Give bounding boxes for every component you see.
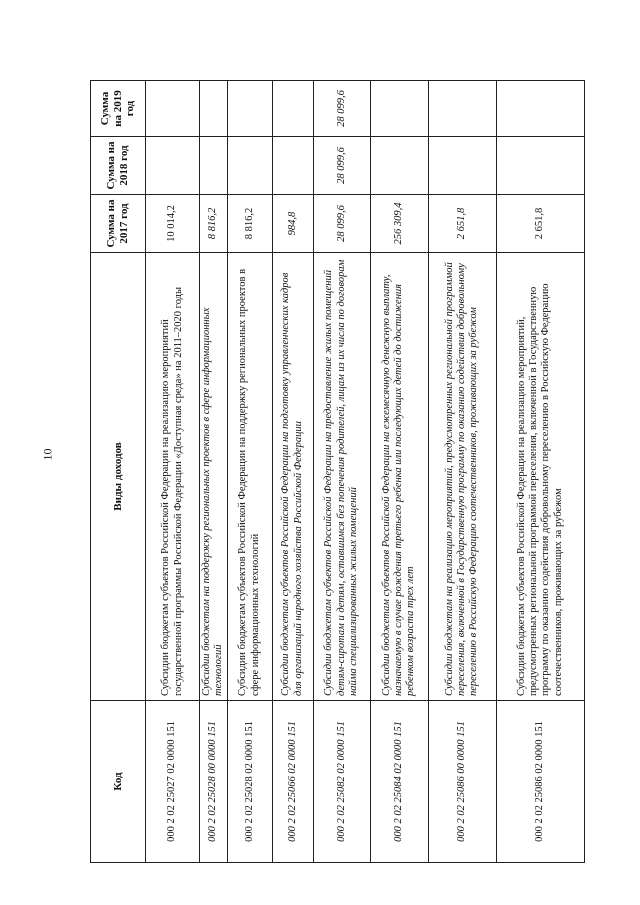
table-row [496, 81, 584, 863]
row-2017: 256 309,4 [370, 195, 428, 253]
row-2017: 8 816,2 [227, 195, 272, 253]
row-2017: 28 099,6 [313, 195, 370, 253]
row-2017: 2 651,8 [496, 195, 584, 253]
row-desc: Субсидии бюджетам на поддержку региональных проектов в сфере информационных технологий [200, 253, 228, 701]
table-row [313, 81, 370, 863]
row-desc: Субсидии бюджетам субъектов Российской Федерации на поддержку региональных проектов в сфере информационных технологий [227, 253, 272, 701]
row-2018: 28 099,6 [313, 137, 370, 195]
row-2019 [200, 81, 228, 137]
row-desc: Субсидии бюджетам субъектов Российской Федерации на реализацию мероприятий государственной программы Российской Федерации «Доступная среда» на 2011–2020 годы [146, 253, 200, 701]
row-code: 000 2 02 25028 00 0000 151 [200, 701, 228, 863]
table-row [428, 81, 496, 863]
header-desc: Виды доходов [91, 253, 146, 701]
row-desc: Субсидии бюджетам субъектов Российской Федерации на реализацию мероприятий, предусмотренных региональной программой переселения, включенной в Государственную программу по оказанию содействия добровольному переселению в Российскую Федерацию соотечественников, проживающих за рубежом [496, 253, 584, 701]
row-2018 [200, 137, 228, 195]
row-code: 000 2 02 25084 02 0000 151 [370, 701, 428, 863]
table-row [272, 81, 313, 863]
row-code: 000 2 02 25027 02 0000 151 [146, 701, 200, 863]
row-desc: Субсидии бюджетам субъектов Российской Федерации на ежемесячную денежную выплату, назначаемую в случае рождения третьего ребенка или последующих детей до достижения ребенком возраста трех лет [370, 253, 428, 701]
row-2017: 10 014,2 [146, 195, 200, 253]
table-header-row [91, 81, 146, 863]
table-row [370, 81, 428, 863]
header-2017: Сумма на 2017 год [91, 195, 146, 253]
row-2017: 8 816,2 [200, 195, 228, 253]
row-2019 [496, 81, 584, 137]
row-desc: Субсидии бюджетам на реализацию мероприятий, предусмотренных региональной программой переселения, включенной в Государственную программу по оказанию содействия добровольному переселению в Российскую Федерацию соотечественников, проживающих за рубежом [428, 253, 496, 701]
row-code: 000 2 02 25028 02 0000 151 [227, 701, 272, 863]
row-2018 [146, 137, 200, 195]
header-2019: Сумма на 2019 год [91, 81, 146, 137]
header-2018: Сумма на 2018 год [91, 137, 146, 195]
row-code: 000 2 02 25086 00 0000 151 [428, 701, 496, 863]
row-2019 [428, 81, 496, 137]
page-number: 10 [40, 448, 55, 461]
row-2019 [227, 81, 272, 137]
row-2018 [496, 137, 584, 195]
row-code: 000 2 02 25086 02 0000 151 [496, 701, 584, 863]
row-2017: 2 651,8 [428, 195, 496, 253]
row-2019 [272, 81, 313, 137]
row-2018 [272, 137, 313, 195]
rotated-table-container [90, 81, 564, 863]
row-desc: Субсидии бюджетам субъектов Российской Федерации на предоставление жилых помещений детям-сиротам и детям, оставшимся без попечения родителей, лицам из их числа по договорам найма специализированных жилых помещений [313, 253, 370, 701]
table-row [146, 81, 200, 863]
header-code: Код [91, 701, 146, 863]
row-code: 000 2 02 25082 02 0000 151 [313, 701, 370, 863]
row-2018 [428, 137, 496, 195]
revenue-table [90, 80, 585, 863]
row-2019 [146, 81, 200, 137]
row-2019 [370, 81, 428, 137]
row-2019: 28 099,6 [313, 81, 370, 137]
row-desc: Субсидии бюджетам субъектов Российской Федерации на подготовку управленческих кадров для организаций народного хозяйства Российской Федерации [272, 253, 313, 701]
row-code: 000 2 02 25066 02 0000 151 [272, 701, 313, 863]
table-row [227, 81, 272, 863]
row-2017: 984,8 [272, 195, 313, 253]
row-2018 [370, 137, 428, 195]
row-2018 [227, 137, 272, 195]
table-row [200, 81, 228, 863]
